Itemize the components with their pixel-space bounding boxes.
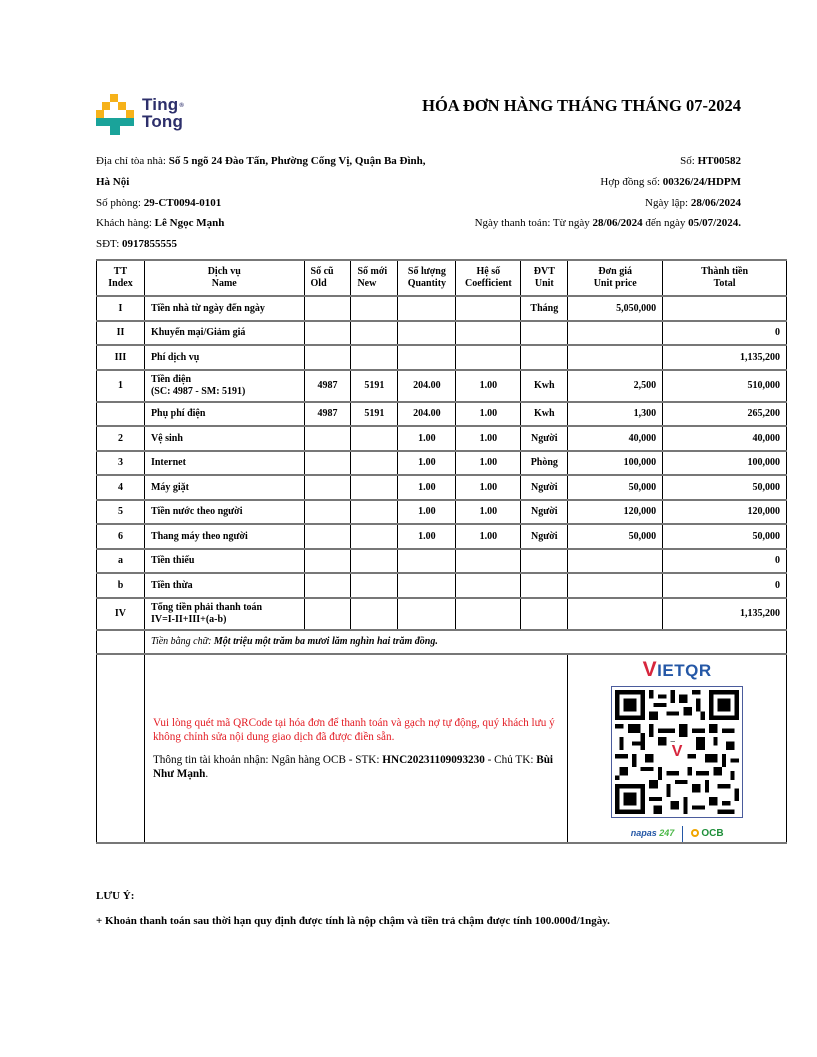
cell-index: 1 [97,370,145,402]
cell-total: 50,000 [663,475,787,500]
contract-label: Hợp đồng số: [600,175,661,188]
cell-coef: 1.00 [456,524,521,549]
created-value: 28/06/2024 [690,196,741,209]
cell-name: Tiền nhà từ ngày đến ngày [144,296,304,321]
cell-price: 40,000 [568,426,663,451]
cell-qty: 1.00 [398,426,456,451]
cell-price: 120,000 [568,500,663,525]
cell-name: Thang máy theo người [144,524,304,549]
account-holder: Bùi Như Mạnh [152,754,554,780]
cell-new [351,426,398,451]
cell-new [351,524,398,549]
col-new: Số mới New [351,260,398,296]
cell-coef: 1.00 [456,451,521,476]
cell-old [304,321,351,346]
cell-new [351,500,398,525]
cell-old [304,475,351,500]
logo-line2: Tong [142,112,184,131]
cell-qty [398,345,456,370]
holder-label: - Chủ TK: [487,754,534,766]
table-header-row [97,260,787,296]
cell-name: Internet [144,451,304,476]
tingtong-logo [96,94,196,138]
cell-coef: 1.00 [456,402,521,427]
qr-payment-note: Vui lòng quét mã QRCode tại hóa đơn để thanh toán và gạch nợ tự động, quý khách lưu ý không chỉnh sửa nội dung giao dịch đã được điền sẵn. [152,717,555,743]
contract-value: 00326/24/HDPM [662,175,741,188]
vietqr-logo [568,659,786,682]
cell-unit: Người [521,426,568,451]
cell-new [351,296,398,321]
cell-index: II [97,321,145,346]
cell-old: 4987 [304,370,351,402]
amount-in-words [144,630,786,655]
address-value: Số 5 ngõ 24 Đào Tấn, Phường Cống Vị, Quận Ba Đình, Hà Nội [96,155,426,188]
col-total: Thành tiền Total [663,260,787,296]
amount-in-words-row [97,630,787,655]
cell-name: Tổng tiền phải thanh toán IV=I-II+III+(a-b) [144,598,304,630]
invoice-number [341,151,741,172]
cell-coef [456,296,521,321]
empty-cell [97,654,145,843]
cell-price: 50,000 [568,524,663,549]
napas-logo: napas 247 [630,828,675,839]
cell-price [568,549,663,574]
cell-old [304,500,351,525]
logo-mark-icon [96,94,140,138]
logo-line1: Ting [142,95,179,114]
cell-qty: 1.00 [398,524,456,549]
cell-coef [456,598,521,630]
table-row [97,345,787,370]
cell-qty [398,321,456,346]
cell-total: 50,000 [663,524,787,549]
cell-total: 265,200 [663,402,787,427]
cell-name: Khuyến mại/Giảm giá [144,321,304,346]
cell-qty [398,549,456,574]
cell-unit: Kwh [521,402,568,427]
cell-new [351,549,398,574]
cell-name: Máy giặt [144,475,304,500]
table-row [97,296,787,321]
col-unit-price: Đơn giá Unit price [568,260,663,296]
cell-old [304,524,351,549]
cell-name: Phí dịch vụ [144,345,304,370]
table-row [97,370,787,402]
cell-coef: 1.00 [456,475,521,500]
cell-unit: Phòng [521,451,568,476]
cell-old: 4987 [304,402,351,427]
vietqr-text: IETQR [657,661,712,680]
cell-index: 3 [97,451,145,476]
cell-total: 510,000 [663,370,787,402]
cell-price: 5,050,000 [568,296,663,321]
payment-instructions [144,654,567,843]
table-row [97,549,787,574]
logo-text: Ting® Tong [142,95,184,131]
table-row [97,524,787,549]
cell-total: 0 [663,573,787,598]
cell-total: 120,000 [663,500,787,525]
cell-price [568,598,663,630]
room-label: Số phòng: [96,196,141,209]
account-number: HNC20231109093230 [382,754,485,766]
cell-unit: Tháng [521,296,568,321]
cell-name: Tiền thiếu [144,549,304,574]
table-row [97,475,787,500]
cell-qty [398,296,456,321]
payment-mid: đến ngày [645,217,686,230]
table-row [97,402,787,427]
table-row [97,321,787,346]
cell-new [351,451,398,476]
table-row [97,500,787,525]
col-coefficient: Hệ số Coefficient [456,260,521,296]
ocb-logo: OCB [691,828,723,840]
cell-coef [456,573,521,598]
cell-coef: 1.00 [456,370,521,402]
payment-row [97,654,787,843]
cell-coef: 1.00 [456,426,521,451]
cell-price [568,321,663,346]
payment-to: 05/07/2024. [688,217,741,230]
cell-old [304,426,351,451]
empty-cell [97,630,145,655]
cell-price: 1,300 [568,402,663,427]
cell-new: 5191 [351,370,398,402]
cell-unit [521,549,568,574]
cell-new [351,475,398,500]
cell-new [351,598,398,630]
contract-number [341,172,741,193]
cell-name: Phụ phí điện [144,402,304,427]
cell-old [304,573,351,598]
notes-heading: LƯU Ý: [96,890,135,902]
cell-old [304,598,351,630]
cell-new [351,345,398,370]
cell-price [568,573,663,598]
cell-total: 1,135,200 [663,345,787,370]
invoice-info [341,151,741,234]
cell-index [97,402,145,427]
cell-old [304,345,351,370]
late-payment-note: + Khoản thanh toán sau thời hạn quy định được tính là nộp chậm và tiền trả chậm được tính 100.000đ/1ngày. [96,915,610,927]
cell-qty: 204.00 [398,402,456,427]
cell-total: 100,000 [663,451,787,476]
amount-words-label: Tiền bằng chữ: [150,636,212,647]
cell-price: 50,000 [568,475,663,500]
vietqr-block [568,655,786,842]
cell-qty [398,573,456,598]
cell-coef [456,345,521,370]
cell-coef [456,321,521,346]
cell-unit: Người [521,500,568,525]
table-row [97,426,787,451]
cell-total: 1,135,200 [663,598,787,630]
col-index: TT Index [97,260,145,296]
payment-period [341,213,741,234]
cell-unit [521,598,568,630]
qr-cell [568,654,787,843]
cell-old [304,296,351,321]
col-old: Số cũ Old [304,260,351,296]
col-unit: ĐVT Unit [521,260,568,296]
cell-unit [521,321,568,346]
cell-coef: 1.00 [456,500,521,525]
cell-name: Tiền thừa [144,573,304,598]
cell-qty: 1.00 [398,475,456,500]
cell-total: 40,000 [663,426,787,451]
invoice-table [96,259,787,844]
cell-coef [456,549,521,574]
invoice-title: HÓA ĐƠN HÀNG THÁNG THÁNG 07-2024 [422,96,741,115]
payment-label: Ngày thanh toán: Từ ngày [474,217,590,230]
cell-unit: Người [521,524,568,549]
cell-price: 2,500 [568,370,663,402]
cell-new [351,573,398,598]
customer-phone [96,234,436,255]
cell-index: 4 [97,475,145,500]
col-quantity: Số lượng Quantity [398,260,456,296]
cell-price: 100,000 [568,451,663,476]
created-date [341,193,741,214]
table-row [97,451,787,476]
cell-total: 0 [663,321,787,346]
amount-words-value: Một triệu một trăm ba mươi lăm nghìn hai trăm đồng. [213,636,438,647]
cell-unit [521,345,568,370]
cell-index: 5 [97,500,145,525]
cell-new [351,321,398,346]
number-label: Số: [680,155,695,167]
cell-old [304,549,351,574]
col-name: Dịch vụ Name [144,260,304,296]
qr-code[interactable] [611,686,743,818]
cell-price [568,345,663,370]
address-label: Địa chỉ tòa nhà: [96,155,166,167]
cell-name: Tiền điện (SC: 4987 - SM: 5191) [144,370,304,402]
cell-unit [521,573,568,598]
number-value: HT00582 [697,155,741,167]
vietqr-center-icon: V [667,742,687,762]
cell-index: a [97,549,145,574]
bank-account-info: Thông tin tài khoản nhận: Ngân hàng OCB - STK: HNC20231109093230 - Chủ TK: Bùi Như Mạnh. [152,754,554,780]
notes-section [96,888,610,929]
cell-index: 2 [97,426,145,451]
created-label: Ngày lập: [645,196,689,209]
vietqr-v: V [642,658,658,681]
table-row [97,573,787,598]
cell-old [304,451,351,476]
cell-qty: 1.00 [398,451,456,476]
table-row-grand-total [97,598,787,630]
cell-total [663,296,787,321]
cell-unit: Kwh [521,370,568,402]
customer-label: Khách hàng: [96,217,152,230]
cell-index: 6 [97,524,145,549]
cell-index: III [97,345,145,370]
phone-label: SĐT: [96,238,120,251]
cell-qty: 204.00 [398,370,456,402]
cell-name: Tiền nước theo người [144,500,304,525]
customer-value: Lê Ngọc Mạnh [154,217,225,230]
account-prefix: Thông tin tài khoản nhận: Ngân hàng OCB - STK: [152,754,380,766]
cell-name: Vệ sinh [144,426,304,451]
cell-total: 0 [663,549,787,574]
payment-from: 28/06/2024 [592,217,643,230]
phone-value: 0917855555 [122,238,178,251]
cell-index: b [97,573,145,598]
payment-partners [568,826,786,842]
cell-unit: Người [521,475,568,500]
cell-new: 5191 [351,402,398,427]
cell-qty: 1.00 [398,500,456,525]
partner-divider [682,826,683,842]
cell-index: I [97,296,145,321]
cell-qty [398,598,456,630]
room-value: 29-CT0094-0101 [143,196,222,209]
cell-index: IV [97,598,145,630]
